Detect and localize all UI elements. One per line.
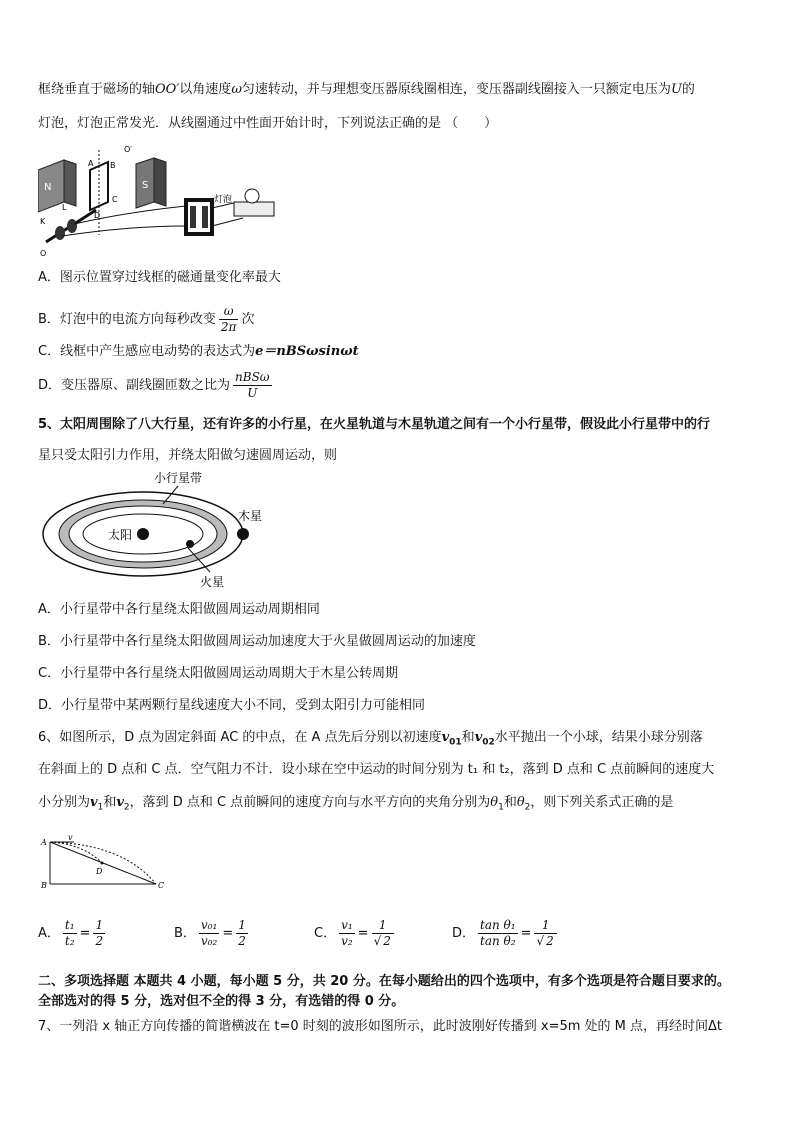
q6-option-b: B． $\frac{\text{v₀₁}}{\text{v₀₂}}$ = $\frac{1}{2}$: [174, 918, 246, 948]
q6-option-a: A． $\frac{\text{t₁}}{\text{t₂}}$ = $\frac{1}{2}$: [38, 918, 104, 948]
mars-dot: [186, 540, 194, 548]
label-belt: 小行星带: [154, 471, 203, 485]
q6-option-d: D． $\frac{\text{tan θ₁}}{\text{tan θ₂}}$ = $\frac{1}{√ 2}$: [452, 918, 560, 949]
label-C: C: [112, 195, 118, 204]
label-B: B: [41, 881, 47, 890]
section2-line1: 二、多项选择题 本题共 4 小题，每小题 5 分，共 20 分。在每小题给出的四个选项中，有多个选项是符合题目要求的。: [38, 974, 730, 989]
label-A: A: [41, 838, 47, 847]
q6-stem-line1: 6、如图所示，D 点为固定斜面 AC 的中点，在 A 点先后分别以初速度$v_{01}$和$v_{02}$水平抛出一个小球，结果小球分别落: [38, 730, 703, 748]
q6-stem-line2: 在斜面上的 D 点和 C 点．空气阻力不计．设小球在空中运动的时间分别为 t₁ 和 t₂，落到 D 点和 C 点前瞬间的速度大: [38, 762, 715, 777]
label-N: N: [44, 182, 52, 193]
q5-option-d: D．小行星带中某两颗行星线速度大小不同，受到太阳引力可能相同: [38, 698, 426, 713]
q6-stem-line3: 小分别为$v_1$和$v_2$，落到 D 点和 C 点前瞬间的速度方向与水平方向的夹角分别为$\theta_1$和$\theta_2$，则下列关系式正确的是: [38, 795, 674, 813]
label-S: S: [142, 180, 149, 191]
q4-option-a: A．图示位置穿过线框的磁通量变化率最大: [38, 270, 281, 285]
q6-option-c: C． $\frac{\text{v₁}}{\text{v₂}}$ = $\frac{1}{√ 2}$: [314, 918, 397, 949]
generator-figure: [38, 140, 278, 260]
label-Oprime: O′: [124, 145, 133, 154]
q5-option-b: B．小行星带中各行星绕太阳做圆周运动加速度大于火星做圆周运动的加速度: [38, 634, 476, 649]
q4-stem-line2: 灯泡，灯泡正常发光．从线圈通过中性面开始计时，下列说法正确的是 （ ）: [38, 116, 498, 131]
q5-option-a: A．小行星带中各行星绕太阳做圆周运动周期相同: [38, 602, 320, 617]
q5-option-c: C．小行星带中各行星绕太阳做圆周运动周期大于木星公转周期: [38, 666, 399, 681]
label-bulb: 灯泡: [214, 195, 233, 205]
label-B: B: [110, 161, 116, 170]
label-A: A: [88, 159, 94, 168]
q7-stem-line1: 7、一列沿 x 轴正方向传播的简谐横波在 t=0 时刻的波形如图所示，此时波刚好传播到 x=5m 处的 M 点，再经时间Δt: [38, 1019, 723, 1034]
label-K: K: [40, 217, 46, 226]
section2-line2: 全部选对的得 5 分，选对但不全的得 3 分，有选错的得 0 分。: [38, 994, 405, 1009]
q5-stem-line2: 星只受太阳引力作用，并绕太阳做匀速圆周运动，则: [38, 448, 338, 463]
sun-dot: [137, 528, 149, 540]
label-sun: 太阳: [108, 528, 133, 542]
label-D: D: [94, 211, 101, 220]
label-D: D: [96, 867, 103, 876]
label-v: v: [68, 833, 73, 842]
q4-option-d: D．变压器原、副线圈匝数之比为 $\frac{\text{nBSω}}{U}$: [38, 370, 270, 400]
label-L: L: [62, 203, 67, 212]
label-jupiter: 木星: [238, 509, 263, 523]
q4-option-b: B．灯泡中的电流方向每秒改变 $\frac{\omega}{2\pi}$ 次: [38, 304, 255, 334]
incline-figure: [38, 832, 168, 892]
q5-stem-line1: 5、太阳周围除了八大行星，还有许多的小行星，在火星轨道与木星轨道之间有一个小行星带，假设此小行星带中的行: [38, 417, 711, 432]
jupiter-dot: [237, 528, 249, 540]
q4-option-c: C．线框中产生感应电动势的表达式为e＝nBSωsinωt: [38, 344, 359, 359]
q4-stem-line1: 框绕垂直于磁场的轴OO′以角速度ω匀速转动，并与理想变压器原线圈相连，变压器副线圈接入一只额定电压为U的: [38, 82, 695, 97]
label-C: C: [158, 881, 165, 890]
label-O: O: [40, 249, 47, 258]
label-mars: 火星: [200, 575, 225, 589]
orbit-figure: [38, 468, 298, 598]
